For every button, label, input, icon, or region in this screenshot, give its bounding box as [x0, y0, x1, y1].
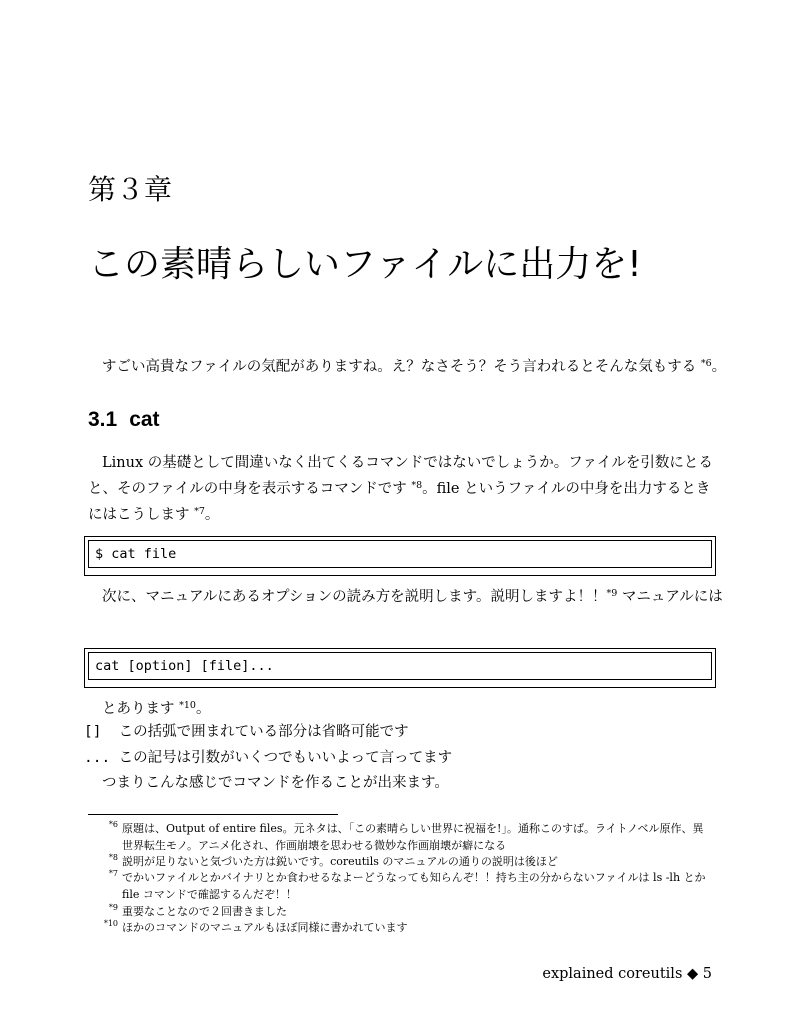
- aside-text: とあります: [102, 701, 175, 717]
- footnote-ref[interactable]: *9: [606, 588, 618, 599]
- code-line: cat [option] [file]...: [88, 652, 712, 680]
- code-block: [84, 536, 716, 576]
- section-title: cat: [129, 408, 160, 431]
- description-term: ...: [84, 750, 111, 766]
- footnote-mark: *10: [103, 919, 118, 928]
- closing-paragraph: [88, 770, 449, 796]
- footnote: [88, 919, 716, 936]
- cat-text-c: 。: [204, 507, 220, 523]
- description-text: この括弧で囲まれている部分は省略可能です: [118, 724, 409, 740]
- page-footer: explained coreutils ◆ 5: [542, 966, 712, 982]
- footnote-ref[interactable]: *8: [411, 480, 423, 491]
- footnote-mark: *6: [108, 820, 118, 829]
- footnote: [88, 869, 716, 903]
- footnote: [88, 820, 716, 854]
- footnote: [88, 853, 716, 870]
- cat-paragraph: [88, 450, 724, 528]
- chapter-number: 第３章: [88, 173, 173, 206]
- manual-text-a: 次に、マニュアルにあるオプションの読み方を説明します。説明しますよ！！: [102, 589, 607, 605]
- manual-text-b: マニュアルには: [617, 589, 723, 605]
- closing-text: つまりこんな感じでコマンドを作ることが出来ます。: [102, 775, 449, 791]
- cat-text-b: 。file というファイルの中身を出力するときにはこうします: [88, 481, 711, 523]
- description-item: [84, 746, 452, 767]
- footnote-mark: *7: [108, 869, 118, 878]
- footnote-ref[interactable]: *6: [700, 358, 712, 369]
- intro-paragraph: [88, 354, 728, 380]
- manual-paragraph: [88, 584, 724, 610]
- chapter-title: この素晴らしいファイルに出力を!: [88, 244, 642, 285]
- footnote-rule: [88, 814, 338, 815]
- intro-text: すごい高貴なファイルの気配がありますね。え？なさそう？そう言われるとそんな気もする: [102, 359, 697, 375]
- section-number: 3.1: [88, 408, 118, 431]
- footnote-text: でかいファイルとかバイナリとか食わせるなよーどうなっても知らんぞ！！持ち主の分からないファイルは ls -lh とか file コマンドで確認するんだぞ！！: [122, 871, 706, 901]
- footnote-ref[interactable]: *10: [179, 700, 196, 711]
- footnote-mark: *9: [108, 903, 118, 912]
- footnote-text: 説明が足りないと気づいた方は鋭いです。coreutils のマニュアルの通りの説明は後ほど: [122, 855, 558, 868]
- code-block: [84, 648, 716, 688]
- footnote-text: ほかのコマンドのマニュアルもほぼ同様に書かれています: [122, 921, 408, 934]
- description-term: []: [84, 724, 102, 740]
- code-line: $ cat file: [88, 540, 712, 568]
- aside-end: 。: [195, 701, 211, 717]
- footnote-ref[interactable]: *7: [194, 506, 205, 517]
- section-heading: [88, 408, 160, 432]
- cat-text-a: Linux の基礎として間違いなく出てくるコマンドではないでしょうか。ファイルを引数にとると、そのファイルの中身を表示するコマンドです: [88, 455, 713, 497]
- footnote-mark: *8: [108, 853, 118, 862]
- description-item: [84, 720, 409, 741]
- aside-paragraph: [88, 696, 210, 722]
- intro-end: 。: [711, 359, 727, 375]
- footnote-text: 重要なことなので２回書きました: [122, 905, 287, 918]
- description-text: この記号は引数がいくつでもいいよって言ってます: [118, 750, 453, 766]
- footnote: [88, 903, 716, 920]
- footnote-text: 原題は、Output of entire files。元ネタは、「この素晴らしい世界に祝福を!」。通称このすば。ライトノベル原作、異世界転生モノ。アニメ化され、作画崩壊を思わせる微妙な作画崩壊が癖になる: [122, 822, 704, 852]
